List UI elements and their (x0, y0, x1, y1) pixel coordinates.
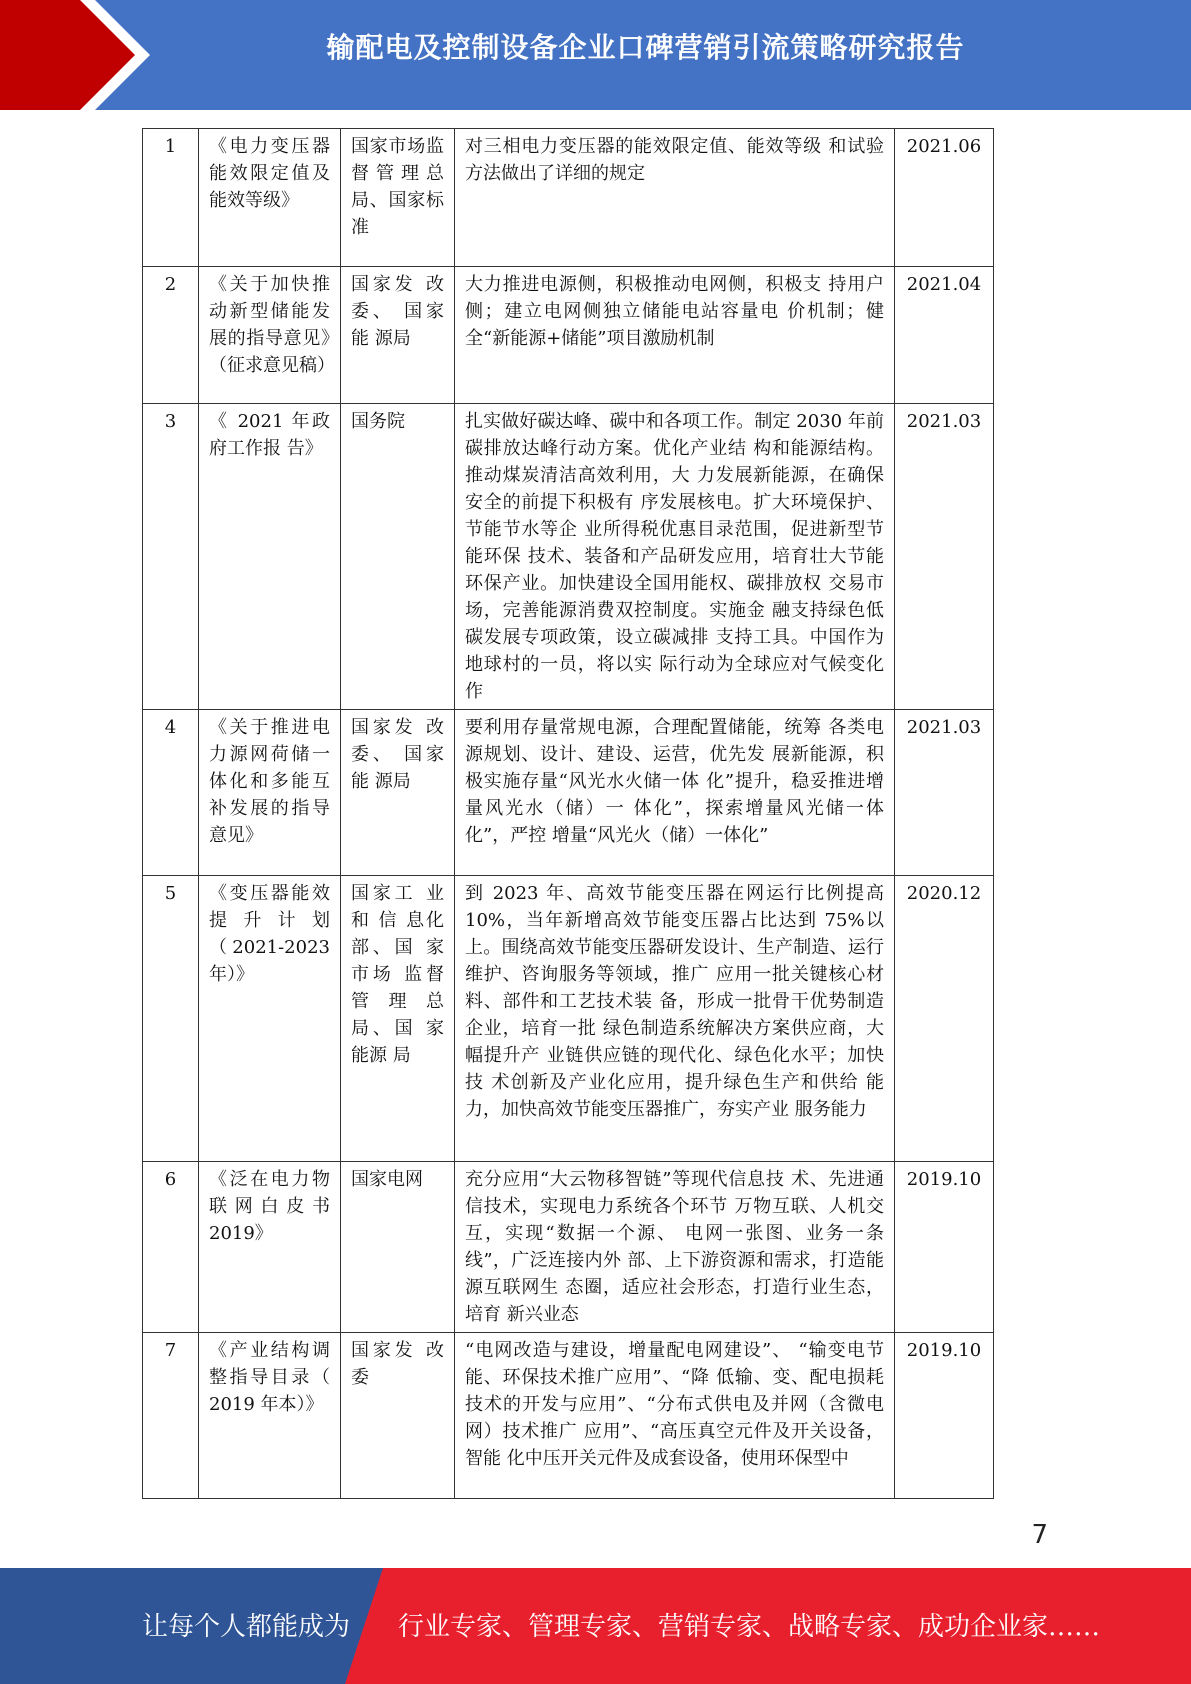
table-row (143, 710, 994, 876)
row-number: 3 (143, 404, 199, 710)
row-number: 7 (143, 1333, 199, 1499)
policy-content: 充分应用“大云物移智链”等现代信息技 术、先进通信技术，实现电力系统各个环节 万物互联、人机交互，实现“数据一个源、 电网一张图、业务一条线”，广泛连接内外 部、上下游资源和需求，打造能源互联网生 态圈，适应社会形态，打造行业生态，培育 新兴业态 (455, 1162, 895, 1333)
policy-name: 《泛在电力物联网白皮书2019》 (199, 1162, 341, 1333)
footer-banner (0, 1568, 1191, 1684)
issuing-department (341, 129, 455, 267)
policy-name: 《变压器能效提升计划（2021-2023 年）》 (199, 876, 341, 1162)
row-number: 5 (143, 876, 199, 1162)
row-number: 4 (143, 710, 199, 876)
row-number: 1 (143, 129, 199, 267)
issuing-department: 国家发 改委、 国家能 源局 (341, 710, 455, 876)
row-number: 2 (143, 267, 199, 404)
policy-name: 《电力变压器能效限定值及能效等级》 (199, 129, 341, 267)
issue-date: 2019.10 (895, 1162, 994, 1333)
issue-date: 2021.03 (895, 404, 994, 710)
table-row (143, 1333, 994, 1499)
table-row (143, 267, 994, 404)
policy-content: “电网改造与建设，增量配电网建设”、 “输变电节能、环保技术推广应用”、“降 低输、变、配电损耗技术的开发与应用”、“分布式供电及并网（含微电网）技术推广 应用”、“高压真空元件及开关设备，智能 化中压开关元件及成套设备，使用环保型中 (455, 1333, 895, 1499)
policy-name: 《关于推进电力源网荷储一体化和多能互补发展的指导意见》 (199, 710, 341, 876)
table-row (143, 876, 994, 1162)
policy-table (142, 128, 994, 1499)
policy-content: 对三相电力变压器的能效限定值、能效等级 和试验方法做出了详细的规定 (455, 129, 895, 267)
policy-content: 到 2023 年、高效节能变压器在网运行比例提高 10%，当年新增高效节能变压器占比达到 75%以上。围绕高效节能变压器研发设计、生产制造、运行维护、咨询服务等领域，推广 应用一批关键核心材料、部件和工艺技术装 备，形成一批骨干优势制造企业，培育一批 绿色制造系统解决方案供应商，大幅提升产 业链供应链的现代化、绿色化水平；加快技 术创新及产业化应用，提升绿色生产和供给 能力，加快高效节能变压器推广，夯实产业 服务能力 (455, 876, 895, 1162)
policy-name: 《 2021 年政府工作报 告》 (199, 404, 341, 710)
policy-content (455, 404, 895, 710)
row-number: 6 (143, 1162, 199, 1333)
issuing-department: 国家工 业和 信 息化部、国 家市场 监督管 理 总局、国 家能源 局 (341, 876, 455, 1162)
policy-content: 大力推进电源侧，积极推动电网侧，积极支 持用户侧；建立电网侧独立储能电站容量电 价机制；健全“新能源+储能”项目激励机制 (455, 267, 895, 404)
policy-name: 《产业结构调整指导目录（ 2019 年本）》 (199, 1333, 341, 1499)
table-row (143, 404, 994, 710)
policy-content: 要利用存量常规电源，合理配置储能，统筹 各类电源规划、设计、建设、运营，优先发 展新能源，积极实施存量“风光水火储一体 化”提升，稳妥推进增量风光水（储）一 体化”，探索增量风光储一体化”，严控 增量“风光火（储）一体化” (455, 710, 895, 876)
policy-content-text: 扎实做好碳达峰、碳中和各项工作。制定 2030 年前碳排放达峰行动方案。优化产业结 构和能源结构。推动煤炭清洁高效利用，大 力发展新能源，在确保安全的前提下积极有 序发展核电。扩大环境保护、节能节水等企 业所得税优惠目录范围，促进新型节能环保 技术、装备和产品研发应用，培育壮大节能 环保产业。加快建设全国用能权、碳排放权 交易市场，完善能源消费双控制度。实施金 融支持绿色低碳发展专项政策，设立碳减排 支持工具。中国作为地球村的一员，将以实 际行动为全球应对气候变化作 (465, 411, 884, 702)
policy-name: 《关于加快推动新型储能发展的指导意见》（征求意见稿） (199, 267, 341, 404)
table-row (143, 1162, 994, 1333)
page-number: 7 (1031, 1520, 1048, 1550)
issue-date: 2021.03 (895, 710, 994, 876)
footer-slogan-left: 让每个人都能成为 (142, 1612, 351, 1642)
issue-date: 2019.10 (895, 1333, 994, 1499)
issuing-department: 国家发 改委、 国家能 源局 (341, 267, 455, 404)
issue-date: 2021.04 (895, 267, 994, 404)
issue-date: 2021.06 (895, 129, 994, 267)
issuing-department: 国家电网 (341, 1162, 455, 1333)
issuing-department: 国务院 (341, 404, 455, 710)
header-arrow-decoration (0, 0, 160, 110)
issuing-department-text: 国家市场监督管理总局、国家标准 (351, 136, 444, 238)
table-row (143, 129, 994, 267)
header-banner (0, 0, 1191, 110)
issuing-department: 国家发 改委 (341, 1333, 455, 1499)
report-title: 输配电及控制设备企业口碑营销引流策略研究报告 (326, 31, 965, 64)
footer-slogan-right: 行业专家、管理专家、营销专家、战略专家、成功企业家…… (398, 1612, 1101, 1642)
issue-date: 2020.12 (895, 876, 994, 1162)
